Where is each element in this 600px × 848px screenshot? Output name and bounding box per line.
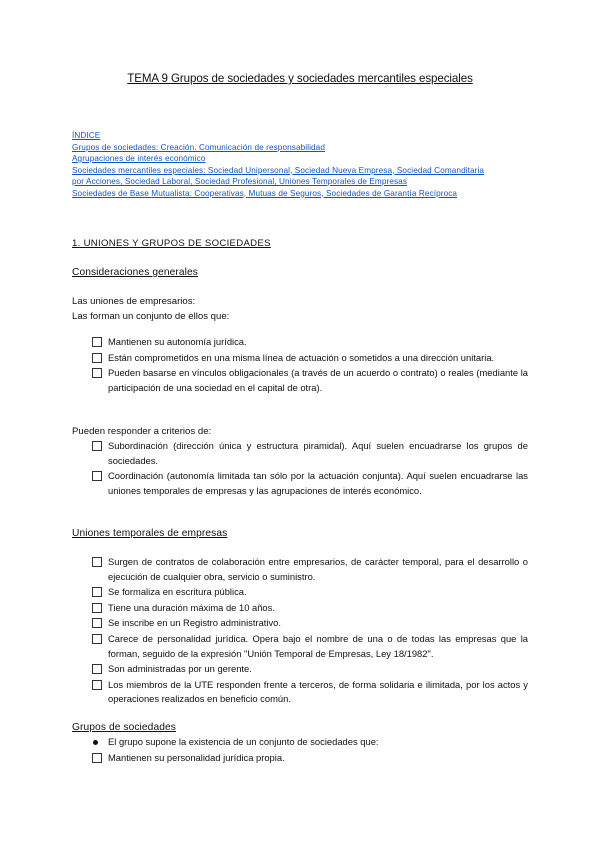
checkbox-icon[interactable]	[92, 603, 102, 613]
list-item: Se formaliza en escritura pública.	[72, 585, 528, 600]
checkbox-icon[interactable]	[92, 618, 102, 628]
intro-line-1: Las uniones de empresarios:	[72, 296, 196, 307]
list-item: Son administradas por un gerente.	[72, 662, 528, 677]
checkbox-icon[interactable]	[92, 353, 102, 363]
intro-line-2: Las forman un conjunto de ellos que:	[72, 311, 230, 322]
toc-link-index[interactable]: ÍNDICE	[72, 131, 101, 140]
criterios-text: Pueden responder a criterios de:	[72, 426, 212, 437]
subheading-ute: Uniones temporales de empresas	[72, 528, 228, 539]
list-item: Se inscribe en un Registro administrativo.	[72, 616, 528, 631]
subheading-grupos: Grupos de sociedades	[72, 722, 176, 733]
list-item: Mantienen su personalidad jurídica propia.	[72, 751, 528, 766]
checklist-ute	[72, 555, 528, 708]
bullet-icon	[93, 740, 98, 745]
section-heading: 1. UNIONES Y GRUPOS DE SOCIEDADES	[72, 238, 271, 249]
document-title: TEMA 9 Grupos de sociedades y sociedades mercantiles especiales	[127, 72, 473, 85]
list-item: Carece de personalidad jurídica. Opera bajo el nombre de una o de todas las empresas que la forman, seguido de la expresión "Unión Temporal de Empresas, Ley 18/1982".	[72, 632, 528, 661]
table-of-contents	[72, 130, 532, 199]
list-item: Subordinación (dirección única y estructura piramidal). Aquí suelen encuadrarse los grupos de sociedades.	[72, 439, 528, 468]
grupos-list	[72, 735, 528, 766]
bullet-item: El grupo supone la existencia de un conjunto de sociedades que:	[72, 735, 528, 750]
checklist-criterios	[72, 439, 528, 499]
checkbox-icon[interactable]	[92, 587, 102, 597]
list-item: Coordinación (autonomía limitada tan sólo por la actuación conjunta). Aquí suelen encuadrarse las uniones temporales de empresas y las agrupaciones de interés económico.	[72, 469, 528, 498]
list-item: Surgen de contratos de colaboración entre empresarios, de carácter temporal, para el desarrollo o ejecución de cualquier obra, servicio o suministro.	[72, 555, 528, 584]
toc-link-mercantiles[interactable]: Sociedades mercantiles especiales: Sociedad Unipersonal, Sociedad Nueva Empresa, Sociedad Comanditaria	[72, 165, 485, 175]
checklist-autonomia	[72, 335, 528, 396]
list-item: Los miembros de la UTE responden frente a terceros, de forma solidaria e ilimitada, por los actos y operaciones realizados en beneficio común.	[72, 678, 528, 707]
toc-link-grupos[interactable]: Grupos de sociedades: Creación. Comunicación de responsabilidad	[72, 142, 325, 152]
checkbox-icon[interactable]	[92, 680, 102, 690]
subheading-consideraciones: Consideraciones generales	[72, 267, 198, 278]
checkbox-icon[interactable]	[92, 634, 102, 644]
toc-link-mercantiles-cont[interactable]: por Acciones, Sociedad Laboral, Sociedad Profesional, Uniones Temporales de Empresas	[72, 177, 408, 186]
checkbox-icon[interactable]	[92, 441, 102, 451]
checkbox-icon[interactable]	[92, 337, 102, 347]
intro-text	[72, 294, 528, 324]
toc-link-mutualista[interactable]: Sociedades de Base Mutualista: Cooperativas, Mutuas de Seguros, Sociedades de Garantía Recíproca	[72, 188, 458, 198]
list-item: Pueden basarse en vínculos obligacionales (a través de un acuerdo o contrato) o reales (mediante la participación de una sociedad en el capital de otra).	[72, 366, 528, 395]
checkbox-icon[interactable]	[92, 471, 102, 481]
checkbox-icon[interactable]	[92, 753, 102, 763]
list-item: Están comprometidos en una misma línea de actuación o sometidos a una dirección unitaria.	[72, 351, 528, 366]
checkbox-icon[interactable]	[92, 557, 102, 567]
checkbox-icon[interactable]	[92, 664, 102, 674]
checkbox-icon[interactable]	[92, 368, 102, 378]
toc-link-agrupaciones[interactable]: Agrupaciones de interés económico	[72, 154, 206, 163]
list-item: Mantienen su autonomía jurídica.	[72, 335, 528, 350]
list-item: Tiene una duración máxima de 10 años.	[72, 601, 528, 616]
